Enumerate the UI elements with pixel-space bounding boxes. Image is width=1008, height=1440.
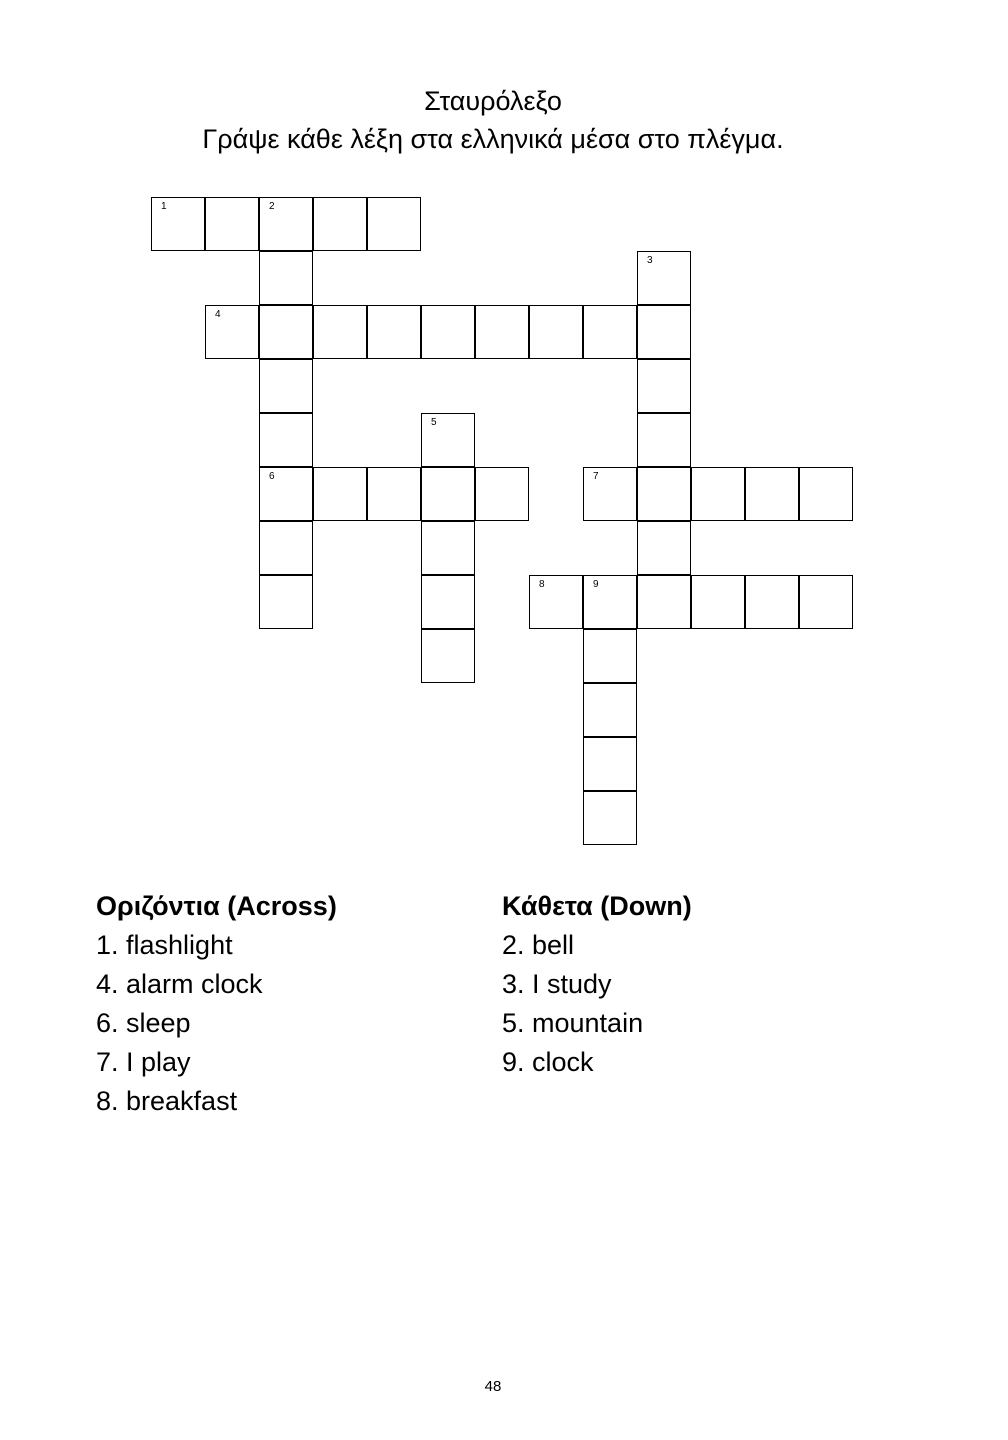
clue-item: 9. clock xyxy=(502,1047,594,1077)
clue-number: 7 xyxy=(593,471,599,482)
grid-cell[interactable] xyxy=(583,467,637,521)
grid-cell[interactable] xyxy=(421,467,475,521)
grid-cell[interactable] xyxy=(313,197,367,251)
grid-cell[interactable] xyxy=(205,305,259,359)
grid-cell[interactable] xyxy=(583,791,637,845)
grid-cell[interactable] xyxy=(799,575,853,629)
grid-cell[interactable] xyxy=(259,413,313,467)
grid-cell[interactable] xyxy=(583,305,637,359)
down-clue-list xyxy=(502,926,692,1082)
clue-item: 8. breakfast xyxy=(96,1086,238,1116)
clue-item: 5. mountain xyxy=(502,1008,644,1038)
grid-cell[interactable] xyxy=(691,467,745,521)
grid-cell[interactable] xyxy=(637,359,691,413)
down-clues xyxy=(502,886,692,1082)
grid-cell[interactable] xyxy=(367,305,421,359)
grid-cell[interactable] xyxy=(421,629,475,683)
across-clue-list xyxy=(96,926,337,1121)
grid-cell[interactable] xyxy=(637,467,691,521)
page-title: Σταυρόλεξο xyxy=(424,86,562,116)
grid-cell[interactable] xyxy=(421,413,475,467)
clue-number: 6 xyxy=(269,471,275,482)
grid-cell[interactable] xyxy=(151,197,205,251)
grid-cell[interactable] xyxy=(745,467,799,521)
clue-item: 2. bell xyxy=(502,930,575,960)
grid-cell[interactable] xyxy=(745,575,799,629)
grid-cell[interactable] xyxy=(367,197,421,251)
grid-cell[interactable] xyxy=(583,737,637,791)
clue-number: 8 xyxy=(539,579,545,590)
grid-cell[interactable] xyxy=(205,197,259,251)
grid-cell[interactable] xyxy=(313,305,367,359)
clue-number: 9 xyxy=(593,579,599,590)
clue-item: 7. I play xyxy=(96,1047,191,1077)
clue-number: 4 xyxy=(215,309,221,320)
grid-cell[interactable] xyxy=(259,467,313,521)
grid-cell[interactable] xyxy=(691,575,745,629)
clue-number: 3 xyxy=(647,255,653,266)
grid-cell[interactable] xyxy=(421,521,475,575)
grid-cell[interactable] xyxy=(259,575,313,629)
clue-item: 3. I study xyxy=(502,969,612,999)
grid-cell[interactable] xyxy=(259,251,313,305)
clue-number: 1 xyxy=(161,201,167,212)
down-heading: Κάθετα (Down) xyxy=(502,891,692,921)
grid-cell[interactable] xyxy=(637,521,691,575)
grid-cell[interactable] xyxy=(637,575,691,629)
grid-cell[interactable] xyxy=(583,575,637,629)
grid-cell[interactable] xyxy=(421,575,475,629)
grid-cell[interactable] xyxy=(583,683,637,737)
grid-cell[interactable] xyxy=(259,305,313,359)
clue-number: 5 xyxy=(431,417,437,428)
clue-number: 2 xyxy=(269,201,275,212)
page-number: 48 xyxy=(484,1378,502,1395)
grid-cell[interactable] xyxy=(367,467,421,521)
grid-cell[interactable] xyxy=(475,467,529,521)
grid-cell[interactable] xyxy=(259,197,313,251)
grid-cell[interactable] xyxy=(313,467,367,521)
grid-cell[interactable] xyxy=(799,467,853,521)
grid-cell[interactable] xyxy=(475,305,529,359)
instruction-text: Γράψε κάθε λέξη στα ελληνικά μέσα στο πλέγμα. xyxy=(202,124,784,154)
grid-cell[interactable] xyxy=(529,305,583,359)
grid-cell[interactable] xyxy=(421,305,475,359)
clue-item: 1. flashlight xyxy=(96,930,233,960)
grid-cell[interactable] xyxy=(583,629,637,683)
across-clues xyxy=(96,886,337,1121)
grid-cell[interactable] xyxy=(259,359,313,413)
clue-item: 4. alarm clock xyxy=(96,969,263,999)
across-heading: Οριζόντια (Across) xyxy=(96,891,337,921)
grid-cell[interactable] xyxy=(637,251,691,305)
grid-cell[interactable] xyxy=(637,305,691,359)
grid-cell[interactable] xyxy=(637,413,691,467)
grid-cell[interactable] xyxy=(259,521,313,575)
grid-cell[interactable] xyxy=(529,575,583,629)
clue-item: 6. sleep xyxy=(96,1008,191,1038)
